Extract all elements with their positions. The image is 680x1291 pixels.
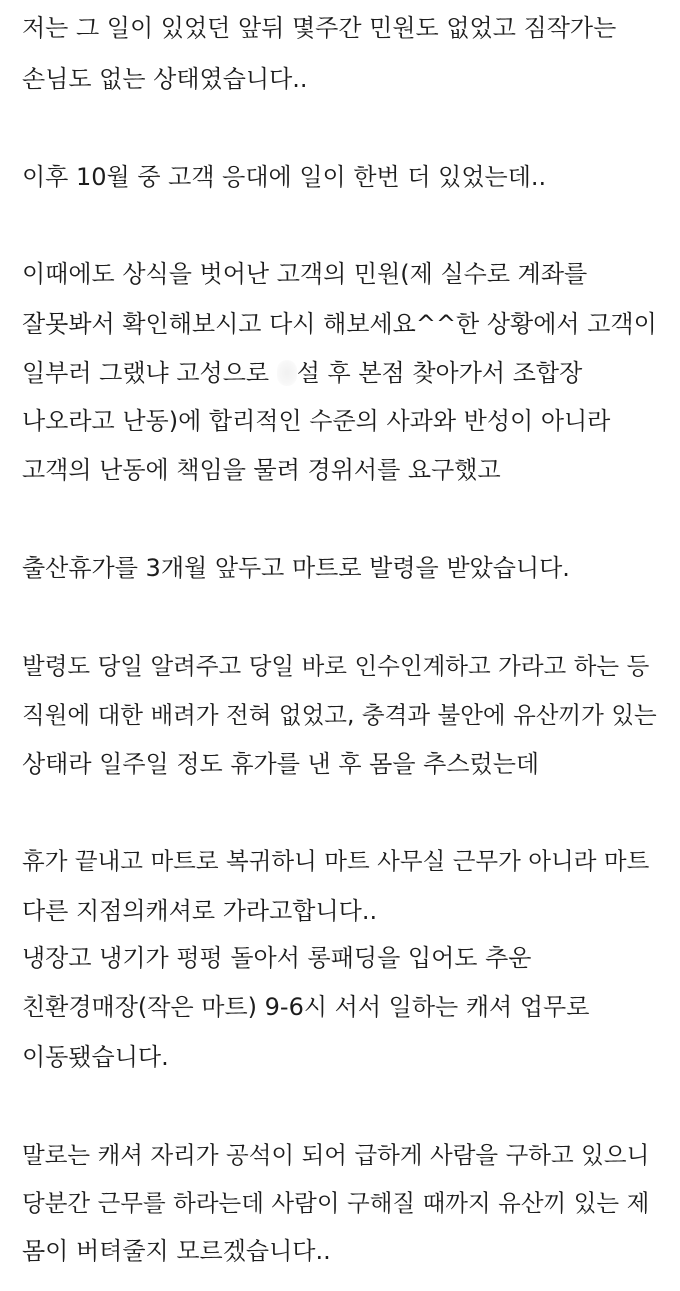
text-line: 나오라고 난동)에 합리적인 수준의 사과와 반성이 아니라 bbox=[22, 407, 611, 435]
text-segment: 설 후 본점 찾아가서 조합장 bbox=[296, 359, 583, 387]
text-line: 직원에 대한 배려가 전혀 없었고, 충격과 불안에 유산끼가 있는 bbox=[22, 701, 657, 729]
text-line: 친환경매장(작은 마트) 9-6시 서서 일하는 캐셔 업무로 bbox=[22, 993, 590, 1021]
text-line: 고객의 난동에 책임을 물려 경위서를 요구했고 bbox=[22, 456, 501, 484]
text-line: 말로는 캐셔 자리가 공석이 되어 급하게 사람을 구하고 있으니 bbox=[22, 1141, 650, 1169]
text-line: 이동됐습니다. bbox=[22, 1043, 169, 1071]
text-line: 손님도 없는 상태였습니다.. bbox=[22, 65, 308, 93]
text-segment: 일부러 그랬냐 고성으로 bbox=[22, 359, 277, 387]
blurred-redaction bbox=[277, 360, 297, 386]
text-line bbox=[22, 358, 582, 388]
text-line: 상태라 일주일 정도 휴가를 낸 후 몸을 추스렀는데 bbox=[22, 750, 540, 778]
text-line: 발령도 당일 알려주고 당일 바로 인수인계하고 가라고 하는 등 bbox=[22, 652, 650, 680]
text-line: 냉장고 냉기가 펑펑 돌아서 롱패딩을 입어도 추운 bbox=[22, 944, 532, 972]
text-line: 다른 지점의캐셔로 가라고합니다.. bbox=[22, 897, 378, 925]
text-line: 저는 그 일이 있었던 앞뒤 몇주간 민원도 없었고 짐작가는 bbox=[22, 14, 617, 42]
text-line: 휴가 끝내고 마트로 복귀하니 마트 사무실 근무가 아니라 마트 bbox=[22, 847, 650, 875]
text-line: 당분간 근무를 하라는데 사람이 구해질 때까지 유산끼 있는 제 bbox=[22, 1189, 650, 1217]
text-line: 잘못봐서 확인해보시고 다시 해보세요^^한 상황에서 고객이 bbox=[22, 310, 657, 338]
text-line: 출산휴가를 3개월 앞두고 마트로 발령을 받았습니다. bbox=[22, 554, 570, 582]
text-line: 이때에도 상식을 벗어난 고객의 민원(제 실수로 계좌를 bbox=[22, 260, 588, 288]
text-line: 이후 10월 중 고객 응대에 일이 한번 더 있었는데.. bbox=[22, 163, 547, 191]
text-line: 몸이 버텨줄지 모르겠습니다.. bbox=[22, 1237, 331, 1265]
